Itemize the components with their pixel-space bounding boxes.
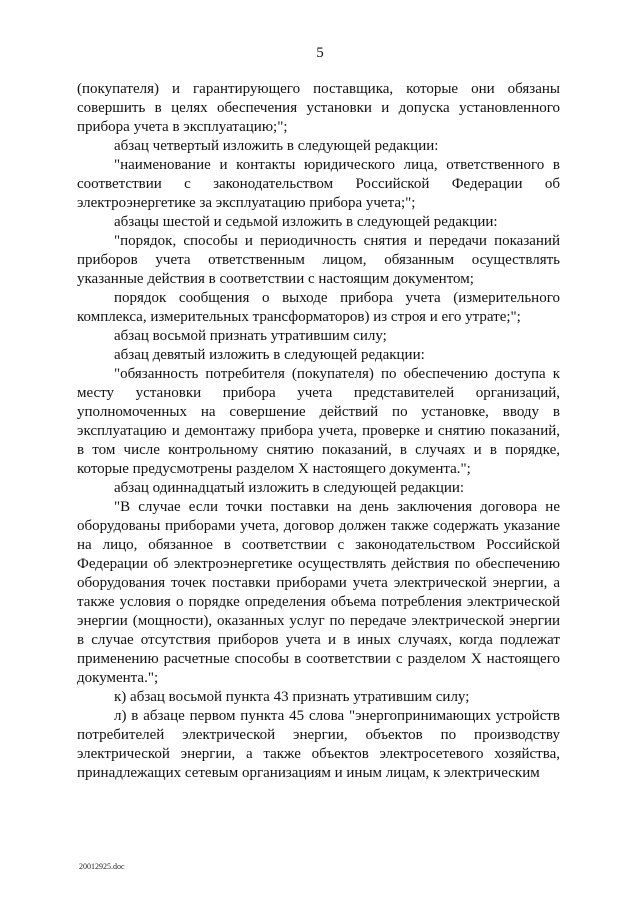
paragraph: (покупателя) и гарантирующего поставщика, которые они обязаны совершить в целях обеспечения установки и допуска установленного прибора учета в эксплуатацию;"; <box>77 81 560 135</box>
page-number: 5 <box>316 45 324 61</box>
paragraph: "наименование и контакты юридического лица, ответственного в соответствии с законодательством Российской Федерации об электроэнергетике за эксплуатацию прибора учета;"; <box>77 157 560 211</box>
document-body <box>77 80 560 783</box>
paragraph: абзац одиннадцатый изложить в следующей редакции: <box>114 480 465 496</box>
paragraph: порядок сообщения о выходе прибора учета (измерительного комплекса, измерительных трансформаторов) из строя и его утрате;"; <box>77 290 560 325</box>
paragraph: л) в абзаце первом пункта 45 слова "энергопринимающих устройств потребителей электрической энергии, объектов по производству электрической энергии, а также объектов электросетевого хозяйства, принадлежащих сетевым организациям и иным лицам, к электрическим <box>77 708 560 781</box>
paragraph: абзац девятый изложить в следующей редакции: <box>114 347 425 363</box>
paragraph: "обязанность потребителя (покупателя) по обеспечению доступа к месту установки прибора учета представителей организаций, уполномоченных на совершение действий по установке, вводу в эксплуатацию и демонтажу прибора учета, проверке и снятию показаний, в том числе контрольному снятию показаний, в случаях и в порядке, которые предусмотрены разделом X настоящего документа."; <box>77 366 560 477</box>
paragraph: абзац восьмой признать утратившим силу; <box>114 328 387 344</box>
document-filename-footer: 20012925.doc <box>79 862 125 871</box>
paragraph: "В случае если точки поставки на день заключения договора не оборудованы приборами учета, договор должен также содержать указание на лицо, обязанное в соответствии с законодательством Российской Федерации об электроэнергетике осуществлять действия по обеспечению оборудования точек поставки приборами учета электрической энергии, а также условия о порядке определения объема потребления электрической энергии (мощности), оказанных услуг по передаче электрической энергии в случае отсутствия приборов учета и в иных случаях, когда подлежат применению расчетные способы в соответствии с разделом X настоящего документа."; <box>77 499 560 686</box>
paragraph: абзацы шестой и седьмой изложить в следующей редакции: <box>114 214 498 230</box>
paragraph: абзац четвертый изложить в следующей редакции: <box>114 138 439 154</box>
paragraph: "порядок, способы и периодичность снятия и передачи показаний приборов учета ответственным лицом, обязанным осуществлять указанные действия в соответствии с настоящим документом; <box>77 233 560 287</box>
paragraph: к) абзац восьмой пункта 43 признать утратившим силу; <box>114 689 470 705</box>
